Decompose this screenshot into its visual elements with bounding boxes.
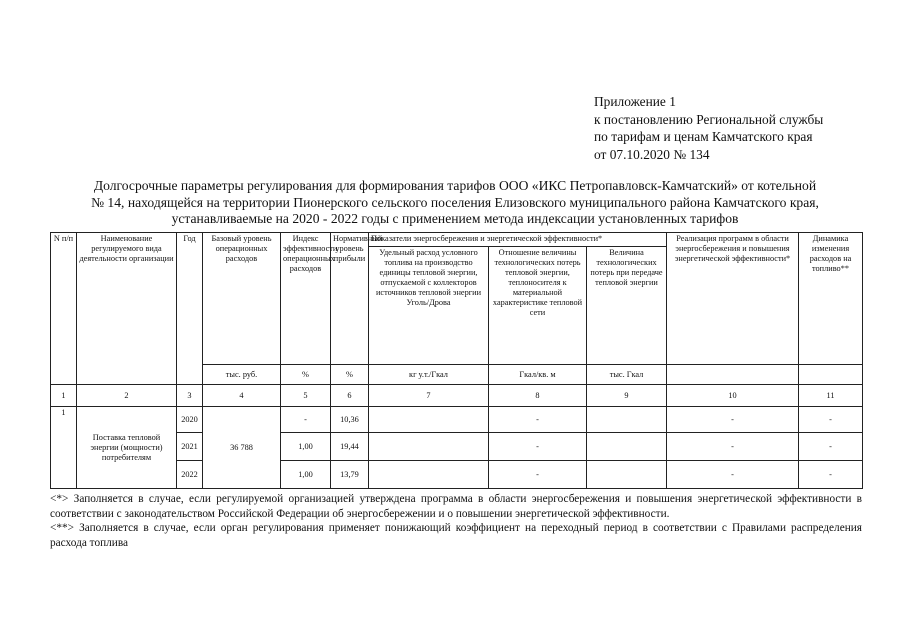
col-number: 7 — [369, 385, 489, 407]
header-base-expenses: Базовый уровень операционных расходов — [203, 233, 281, 365]
tech-loss-cell — [587, 461, 667, 489]
loss-ratio-cell: - — [489, 461, 587, 489]
year-cell: 2021 — [177, 433, 203, 461]
units-cell — [799, 365, 863, 385]
program-cell: - — [667, 461, 799, 489]
appendix-line: к постановлению Региональной службы — [594, 111, 824, 127]
unit-index: % — [281, 365, 331, 385]
base-expenses-value: 36 788 — [203, 407, 281, 489]
units-cell — [77, 365, 177, 385]
col-number: 11 — [799, 385, 863, 407]
normative-cell: 13,79 — [331, 461, 369, 489]
dynamics-cell: - — [799, 433, 863, 461]
index-cell: 1,00 — [281, 433, 331, 461]
header-num: N п/п — [51, 233, 77, 365]
footnote-energy-program: <*> Заполняется в случае, если регулируемой организацией утверждена программа в области энергосбережения и повышения энергетической эффективности в соответствии с законодательством Российской Федерации об энергосбережении и о повышении энергетической эффективности. — [50, 493, 862, 520]
fuel-cell — [369, 433, 489, 461]
program-cell: - — [667, 407, 799, 433]
year-cell: 2022 — [177, 461, 203, 489]
header-efficiency-group: Показатели энергосбережения и энергетической эффективности* — [369, 233, 667, 247]
header-normative-profit: Нормативный уровень прибыли — [331, 233, 369, 365]
unit-loss-ratio: Гкал/кв. м — [489, 365, 587, 385]
header-fuel-dynamics: Динамика изменения расходов на топливо** — [799, 233, 863, 365]
col-number: 2 — [77, 385, 177, 407]
appendix-line: от 07.10.2020 № 134 — [594, 146, 710, 162]
data-row-2020 — [51, 407, 863, 433]
header-efficiency-index: Индекс эффективности операционных расходов — [281, 233, 331, 365]
unit-base: тыс. руб. — [203, 365, 281, 385]
title-line: № 14, находящейся на территории Пионерского сельского поселения Елизовского муниципального района Камчатского края, — [91, 194, 819, 210]
fuel-cell — [369, 407, 489, 433]
loss-ratio-cell: - — [489, 433, 587, 461]
header-fuel-consumption: Удельный расход условного топлива на производство единицы тепловой энергии, отпускаемой с коллекторов источников тепловой энергии Уголь/Дрова — [369, 247, 489, 365]
col-number: 3 — [177, 385, 203, 407]
units-cell — [51, 365, 77, 385]
parameters-table — [50, 232, 863, 489]
footnotes — [50, 492, 862, 550]
title-line: Долгосрочные параметры регулирования для формирования тарифов ООО «ИКС Петропавловск-Камчатский» от котельной — [93, 178, 817, 193]
document-title — [46, 178, 864, 228]
title-line: устанавливаемые на 2020 - 2022 годы с применением метода индексации установленных тарифов — [171, 211, 739, 226]
col-number: 10 — [667, 385, 799, 407]
loss-ratio-cell: - — [489, 407, 587, 433]
footnote-fuel-coefficient: <**> Заполняется в случае, если орган регулирования применяет понижающий коэффициент на переходный период в соответствии с Правилами распределения расхода топлива — [50, 522, 862, 549]
index-cell: 1,00 — [281, 461, 331, 489]
unit-fuel: кг у.т./Гкал — [369, 365, 489, 385]
row-num: 1 — [51, 407, 77, 489]
header-program: Реализация программ в области энергосбережения и повышения энергетической эффективности* — [667, 233, 799, 365]
unit-normative: % — [331, 365, 369, 385]
row-activity: Поставка тепловой энергии (мощности) потребителям — [77, 407, 177, 489]
header-loss-ratio: Отношение величины технологических потерь тепловой энергии, теплоносителя к материальной характеристике тепловой сети — [489, 247, 587, 365]
units-cell — [667, 365, 799, 385]
col-number: 6 — [331, 385, 369, 407]
header-row — [51, 233, 863, 247]
col-number: 4 — [203, 385, 281, 407]
col-number: 1 — [51, 385, 77, 407]
tech-loss-cell — [587, 433, 667, 461]
program-cell: - — [667, 433, 799, 461]
column-numbers-row — [51, 385, 863, 407]
header-activity: Наименование регулируемого вида деятельности организации — [77, 233, 177, 365]
tech-loss-cell — [587, 407, 667, 433]
header-tech-losses: Величина технологических потерь при передаче тепловой энергии — [587, 247, 667, 365]
unit-tech-losses: тыс. Гкал — [587, 365, 667, 385]
normative-cell: 19,44 — [331, 433, 369, 461]
col-number: 5 — [281, 385, 331, 407]
units-row — [51, 365, 863, 385]
year-cell: 2020 — [177, 407, 203, 433]
dynamics-cell: - — [799, 407, 863, 433]
appendix-line: Приложение 1 — [594, 94, 676, 109]
normative-cell: 10,36 — [331, 407, 369, 433]
appendix-line: по тарифам и ценам Камчатского края — [594, 129, 813, 144]
appendix-reference — [594, 93, 823, 163]
fuel-cell — [369, 461, 489, 489]
header-year: Год — [177, 233, 203, 365]
dynamics-cell: - — [799, 461, 863, 489]
col-number: 9 — [587, 385, 667, 407]
col-number: 8 — [489, 385, 587, 407]
index-cell: - — [281, 407, 331, 433]
units-cell — [177, 365, 203, 385]
